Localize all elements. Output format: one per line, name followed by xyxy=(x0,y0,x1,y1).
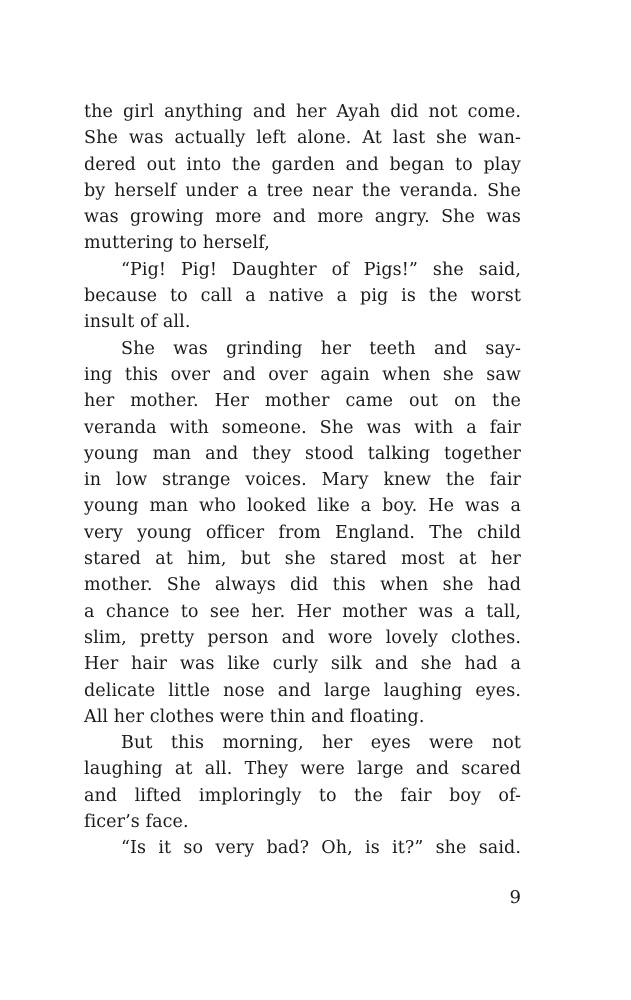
text-line: mother. She always did this when she had xyxy=(84,575,521,596)
text-line: But this morning, her eyes were not xyxy=(121,733,521,754)
text-line: ing this over and over again when she saw xyxy=(84,364,521,385)
text-line: young man who looked like a boy. He was a xyxy=(84,496,521,517)
text-line: “Pig! Pig! Daughter of Pigs!” she said, xyxy=(121,259,521,280)
text-line: by herself under a tree near the veranda. She xyxy=(84,180,521,201)
text-line: delicate little nose and large laughing eyes. xyxy=(84,680,521,701)
text-line: very young officer from England. The child xyxy=(84,522,521,543)
text-line: young man and they stood talking together xyxy=(84,443,521,464)
text-line: slim, pretty person and wore lovely clothes. xyxy=(84,627,521,648)
text-line: veranda with someone. She was with a fair xyxy=(84,417,521,438)
text-line: her mother. Her mother came out on the xyxy=(84,391,521,412)
text-line: because to call a native a pig is the worst xyxy=(84,286,521,307)
text-line: She was grinding her teeth and say- xyxy=(121,338,521,359)
text-line: laughing at all. They were large and scared xyxy=(84,759,521,780)
page-number: 9 xyxy=(509,887,521,908)
text-line: She was actually left alone. At last she wan- xyxy=(84,128,521,149)
text-line: stared at him, but she stared most at her xyxy=(84,549,521,570)
text-line: “Is it so very bad? Oh, is it?” she said. xyxy=(121,838,521,859)
text-line: and lifted imploringly to the fair boy of- xyxy=(84,785,521,806)
text-line: dered out into the garden and began to play xyxy=(84,154,521,175)
text-line: the girl anything and her Ayah did not come. xyxy=(84,102,521,122)
text-line: ficer’s face. xyxy=(84,812,189,833)
text-line: insult of all. xyxy=(84,312,191,333)
text-line: muttering to herself, xyxy=(84,233,270,254)
text-line: in low strange voices. Mary knew the fair xyxy=(84,470,521,491)
text-line: Her hair was like curly silk and she had a xyxy=(84,654,521,675)
body-text xyxy=(84,99,521,862)
text-line: a chance to see her. Her mother was a tall, xyxy=(84,601,521,622)
text-line: All her clothes were thin and floating. xyxy=(84,706,425,727)
text-line: was growing more and more angry. She was xyxy=(84,207,521,228)
